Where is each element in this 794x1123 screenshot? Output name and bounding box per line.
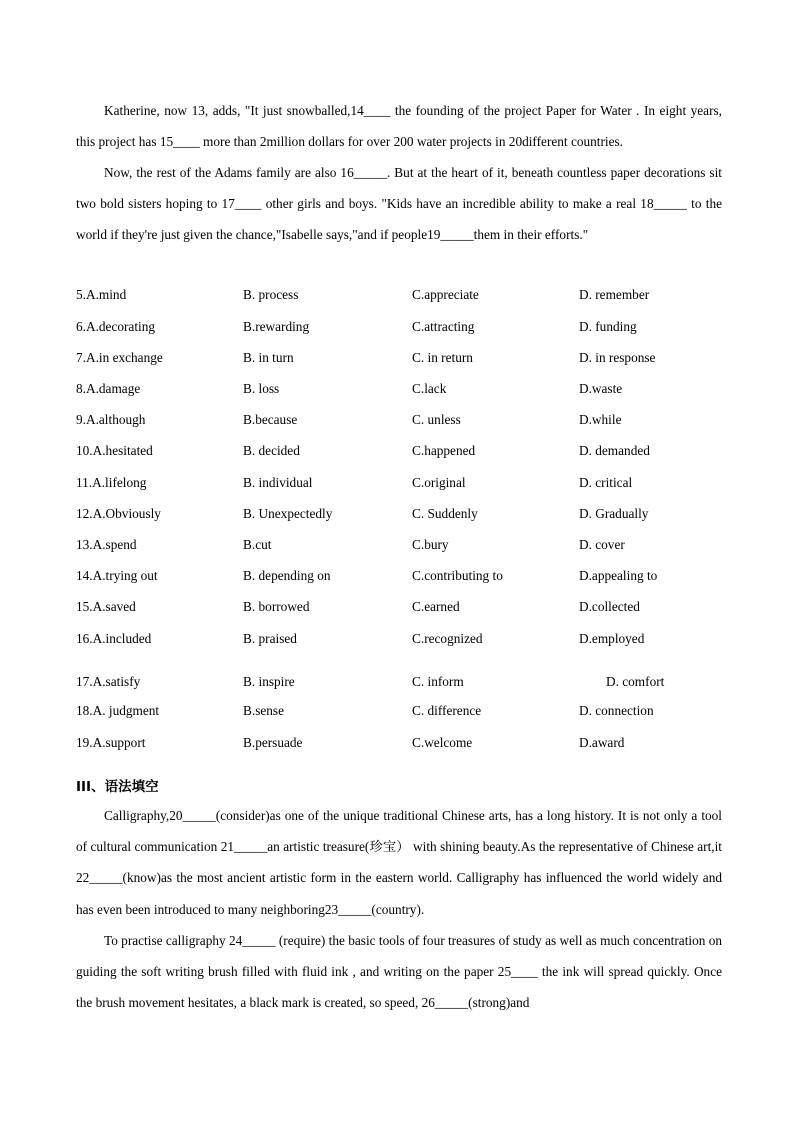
option-c: C.original xyxy=(412,475,466,490)
option-d: D. cover xyxy=(579,537,625,552)
option-c: C. in return xyxy=(412,350,473,365)
grammar-paragraph-1: Calligraphy,20_____(consider)as one of the unique traditional Chinese arts, has a long history. It is not only a tool of cultural communication 21_____an artistic treasure(珍宝） with shining beauty.As the representative of Chinese art,it 22_____(know)as the most ancient artistic form in the eastern world. Calligraphy has influenced the world widely and has even been introduced to many neighboring23_____(country). xyxy=(76,808,722,917)
question-row xyxy=(76,350,776,370)
option-b: B. borrowed xyxy=(243,599,310,614)
option-d: D.employed xyxy=(579,631,645,646)
option-a: 12.A.Obviously xyxy=(76,506,161,521)
option-c: C. unless xyxy=(412,412,461,427)
question-row xyxy=(76,703,776,723)
option-d: D. comfort xyxy=(606,674,665,689)
option-a: 13.A.spend xyxy=(76,537,137,552)
option-a: 6.A.decorating xyxy=(76,319,156,334)
option-a: 16.A.included xyxy=(76,631,152,646)
option-a: 18.A. judgment xyxy=(76,703,160,718)
option-b: B. depending on xyxy=(243,568,331,583)
question-row xyxy=(76,381,776,401)
option-d: D. in response xyxy=(579,350,656,365)
section-title: III、语法填空 xyxy=(76,779,159,795)
question-row xyxy=(76,599,776,619)
option-d: D. Gradually xyxy=(579,506,649,521)
option-d: D. funding xyxy=(579,319,637,334)
option-c: C.contributing to xyxy=(412,568,503,583)
option-d: D. remember xyxy=(579,287,650,302)
question-row xyxy=(76,287,776,307)
question-row xyxy=(76,674,776,694)
question-row xyxy=(76,568,776,588)
option-c: C.lack xyxy=(412,381,447,396)
option-b: B. individual xyxy=(243,475,313,490)
option-d: D.collected xyxy=(579,599,640,614)
grammar-paragraph-2: To practise calligraphy 24_____ (require) the basic tools of four treasures of study as well as much concentration on guiding the soft writing brush filled with fluid ink , and writing on the paper 25____ the ink will spread quickly. Once the brush movement hesitates, a black mark is created, so speed, 26_____(strong)and xyxy=(76,933,722,1011)
passage-paragraph-2: Now, the rest of the Adams family are also 16_____. But at the heart of it, beneath countless paper decorations sit two bold sisters hoping to 17____ other girls and boys. "Kids have an incredible ability to make a real 18_____ to the world if they're just given the chance,"Isabelle says,"and if people19_____them in their efforts." xyxy=(76,165,722,243)
option-b: B. inspire xyxy=(243,674,295,689)
question-row xyxy=(76,443,776,463)
option-c: C. inform xyxy=(412,674,464,689)
option-b: B.rewarding xyxy=(243,319,310,334)
option-c: C.attracting xyxy=(412,319,475,334)
option-c: C.happened xyxy=(412,443,476,458)
question-row xyxy=(76,735,776,755)
option-a: 8.A.damage xyxy=(76,381,141,396)
option-a: 7.A.in exchange xyxy=(76,350,163,365)
question-row xyxy=(76,537,776,557)
option-c: C.earned xyxy=(412,599,460,614)
question-row xyxy=(76,412,776,432)
option-b: B. in turn xyxy=(243,350,294,365)
option-d: D.appealing to xyxy=(579,568,658,583)
option-c: C.recognized xyxy=(412,631,483,646)
option-b: B.cut xyxy=(243,537,272,552)
option-c: C. difference xyxy=(412,703,482,718)
option-c: C.bury xyxy=(412,537,449,552)
option-b: B. Unexpectedly xyxy=(243,506,333,521)
option-a: 15.A.saved xyxy=(76,599,136,614)
question-row xyxy=(76,631,776,651)
question-row xyxy=(76,475,776,495)
option-d: D.waste xyxy=(579,381,623,396)
option-a: 9.A.although xyxy=(76,412,146,427)
option-b: B.persuade xyxy=(243,735,303,750)
option-b: B.sense xyxy=(243,703,284,718)
passage-paragraph-1: Katherine, now 13, adds, "It just snowballed,14____ the founding of the project Paper for Water . In eight years, this project has 15____ more than 2million dollars for over 200 water projects in 20different countries. xyxy=(76,103,722,150)
question-row xyxy=(76,506,776,526)
option-c: C. Suddenly xyxy=(412,506,478,521)
option-a: 5.A.mind xyxy=(76,287,127,302)
option-b: B. process xyxy=(243,287,299,302)
option-b: B. decided xyxy=(243,443,300,458)
option-b: B. loss xyxy=(243,381,280,396)
option-a: 17.A.satisfy xyxy=(76,674,141,689)
option-d: D. connection xyxy=(579,703,654,718)
option-c: C.welcome xyxy=(412,735,473,750)
option-b: B.because xyxy=(243,412,298,427)
option-a: 14.A.trying out xyxy=(76,568,158,583)
option-c: C.appreciate xyxy=(412,287,479,302)
option-d: D.while xyxy=(579,412,622,427)
option-a: 10.A.hesitated xyxy=(76,443,153,458)
question-row xyxy=(76,319,776,339)
option-d: D. demanded xyxy=(579,443,650,458)
option-d: D. critical xyxy=(579,475,633,490)
option-a: 19.A.support xyxy=(76,735,146,750)
option-b: B. praised xyxy=(243,631,297,646)
option-d: D.award xyxy=(579,735,625,750)
option-a: 11.A.lifelong xyxy=(76,475,147,490)
